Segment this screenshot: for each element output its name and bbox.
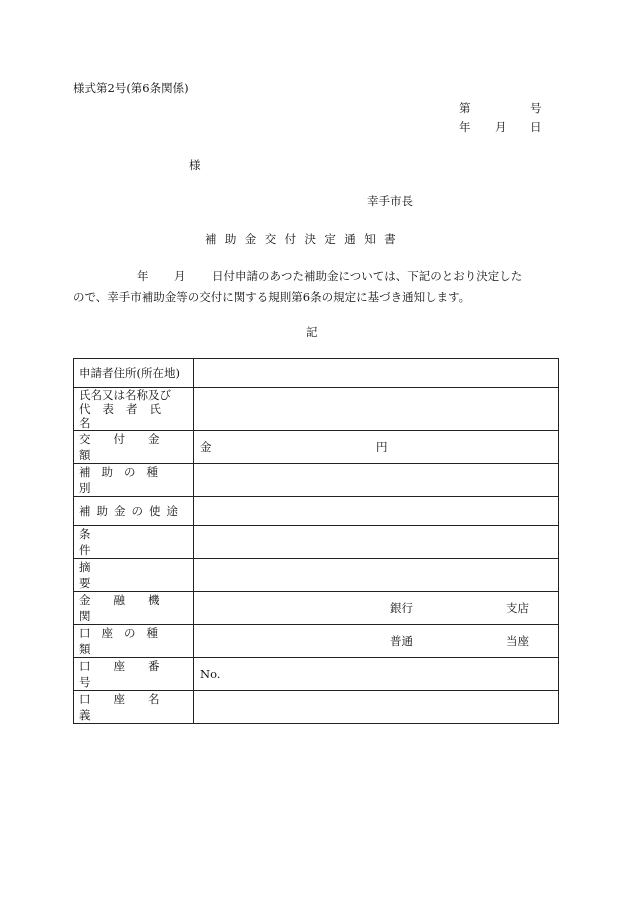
- form-number: 様式第2号(第6条関係): [73, 81, 189, 95]
- issue-date-day: 日: [530, 120, 542, 134]
- table-row: [74, 497, 559, 526]
- field-name-representative[interactable]: [194, 388, 559, 431]
- label-financial-institution: 金融機関: [74, 592, 194, 625]
- label-name-line2: 代表者氏名: [79, 402, 173, 430]
- field-account-number[interactable]: [194, 658, 559, 691]
- issuer: 幸手市長: [367, 194, 413, 208]
- account-type-ordinary: 普通: [390, 634, 413, 648]
- table-row: [74, 691, 559, 724]
- table-row: [74, 464, 559, 497]
- label-grant-type: 補助の種別: [74, 464, 194, 497]
- label-account-holder: 口座名義: [74, 691, 194, 724]
- table-row: [74, 431, 559, 464]
- account-type-current: 当座: [506, 634, 529, 648]
- bank-label: 銀行: [390, 601, 413, 615]
- details-table: [73, 358, 559, 724]
- table-row: [74, 526, 559, 559]
- field-financial-institution[interactable]: [194, 592, 559, 625]
- document-number-label: 第: [459, 101, 471, 115]
- body-date-year: 年: [137, 269, 149, 283]
- label-applicant-address: 申請者住所(所在地): [74, 359, 194, 388]
- table-row: [74, 559, 559, 592]
- document-number-suffix: 号: [530, 101, 542, 115]
- document-title: 補助金交付決定通知書: [205, 232, 404, 246]
- table-row: [74, 388, 559, 431]
- table-row: [74, 359, 559, 388]
- field-conditions[interactable]: [194, 526, 559, 559]
- addressee-honorific: 様: [189, 158, 201, 172]
- branch-label: 支店: [506, 601, 529, 615]
- label-grant-amount: 交付金額: [74, 431, 194, 464]
- body-date-month: 月: [174, 269, 186, 283]
- label-grant-use: 補助金の使途: [74, 497, 194, 526]
- label-name-representative: [74, 388, 194, 431]
- body-line-2: ので、幸手市補助金等の交付に関する規則第6条の規定に基づき通知します。: [73, 290, 471, 304]
- ki-heading: 記: [306, 325, 318, 339]
- body-line-1-text: 日付申請のあつた補助金については、下記のとおり決定した: [212, 269, 523, 283]
- amount-prefix: 金: [200, 440, 212, 454]
- label-remarks: 摘要: [74, 559, 194, 592]
- field-applicant-address[interactable]: [194, 359, 559, 388]
- field-account-holder[interactable]: [194, 691, 559, 724]
- table-row: [74, 658, 559, 691]
- account-number-prefix: No.: [200, 667, 221, 681]
- label-account-number: 口座番号: [74, 658, 194, 691]
- issue-date-month: 月: [495, 120, 507, 134]
- field-grant-type[interactable]: [194, 464, 559, 497]
- label-conditions: 条件: [74, 526, 194, 559]
- field-remarks[interactable]: [194, 559, 559, 592]
- field-grant-use[interactable]: [194, 497, 559, 526]
- label-account-type: 口座の種類: [74, 625, 194, 658]
- label-name-line1: 氏名又は名称及び: [79, 388, 171, 402]
- table-row: [74, 625, 559, 658]
- field-grant-amount[interactable]: [194, 431, 559, 464]
- amount-unit: 円: [376, 440, 388, 454]
- field-account-type[interactable]: [194, 625, 559, 658]
- table-row: [74, 592, 559, 625]
- issue-date-year: 年: [459, 120, 471, 134]
